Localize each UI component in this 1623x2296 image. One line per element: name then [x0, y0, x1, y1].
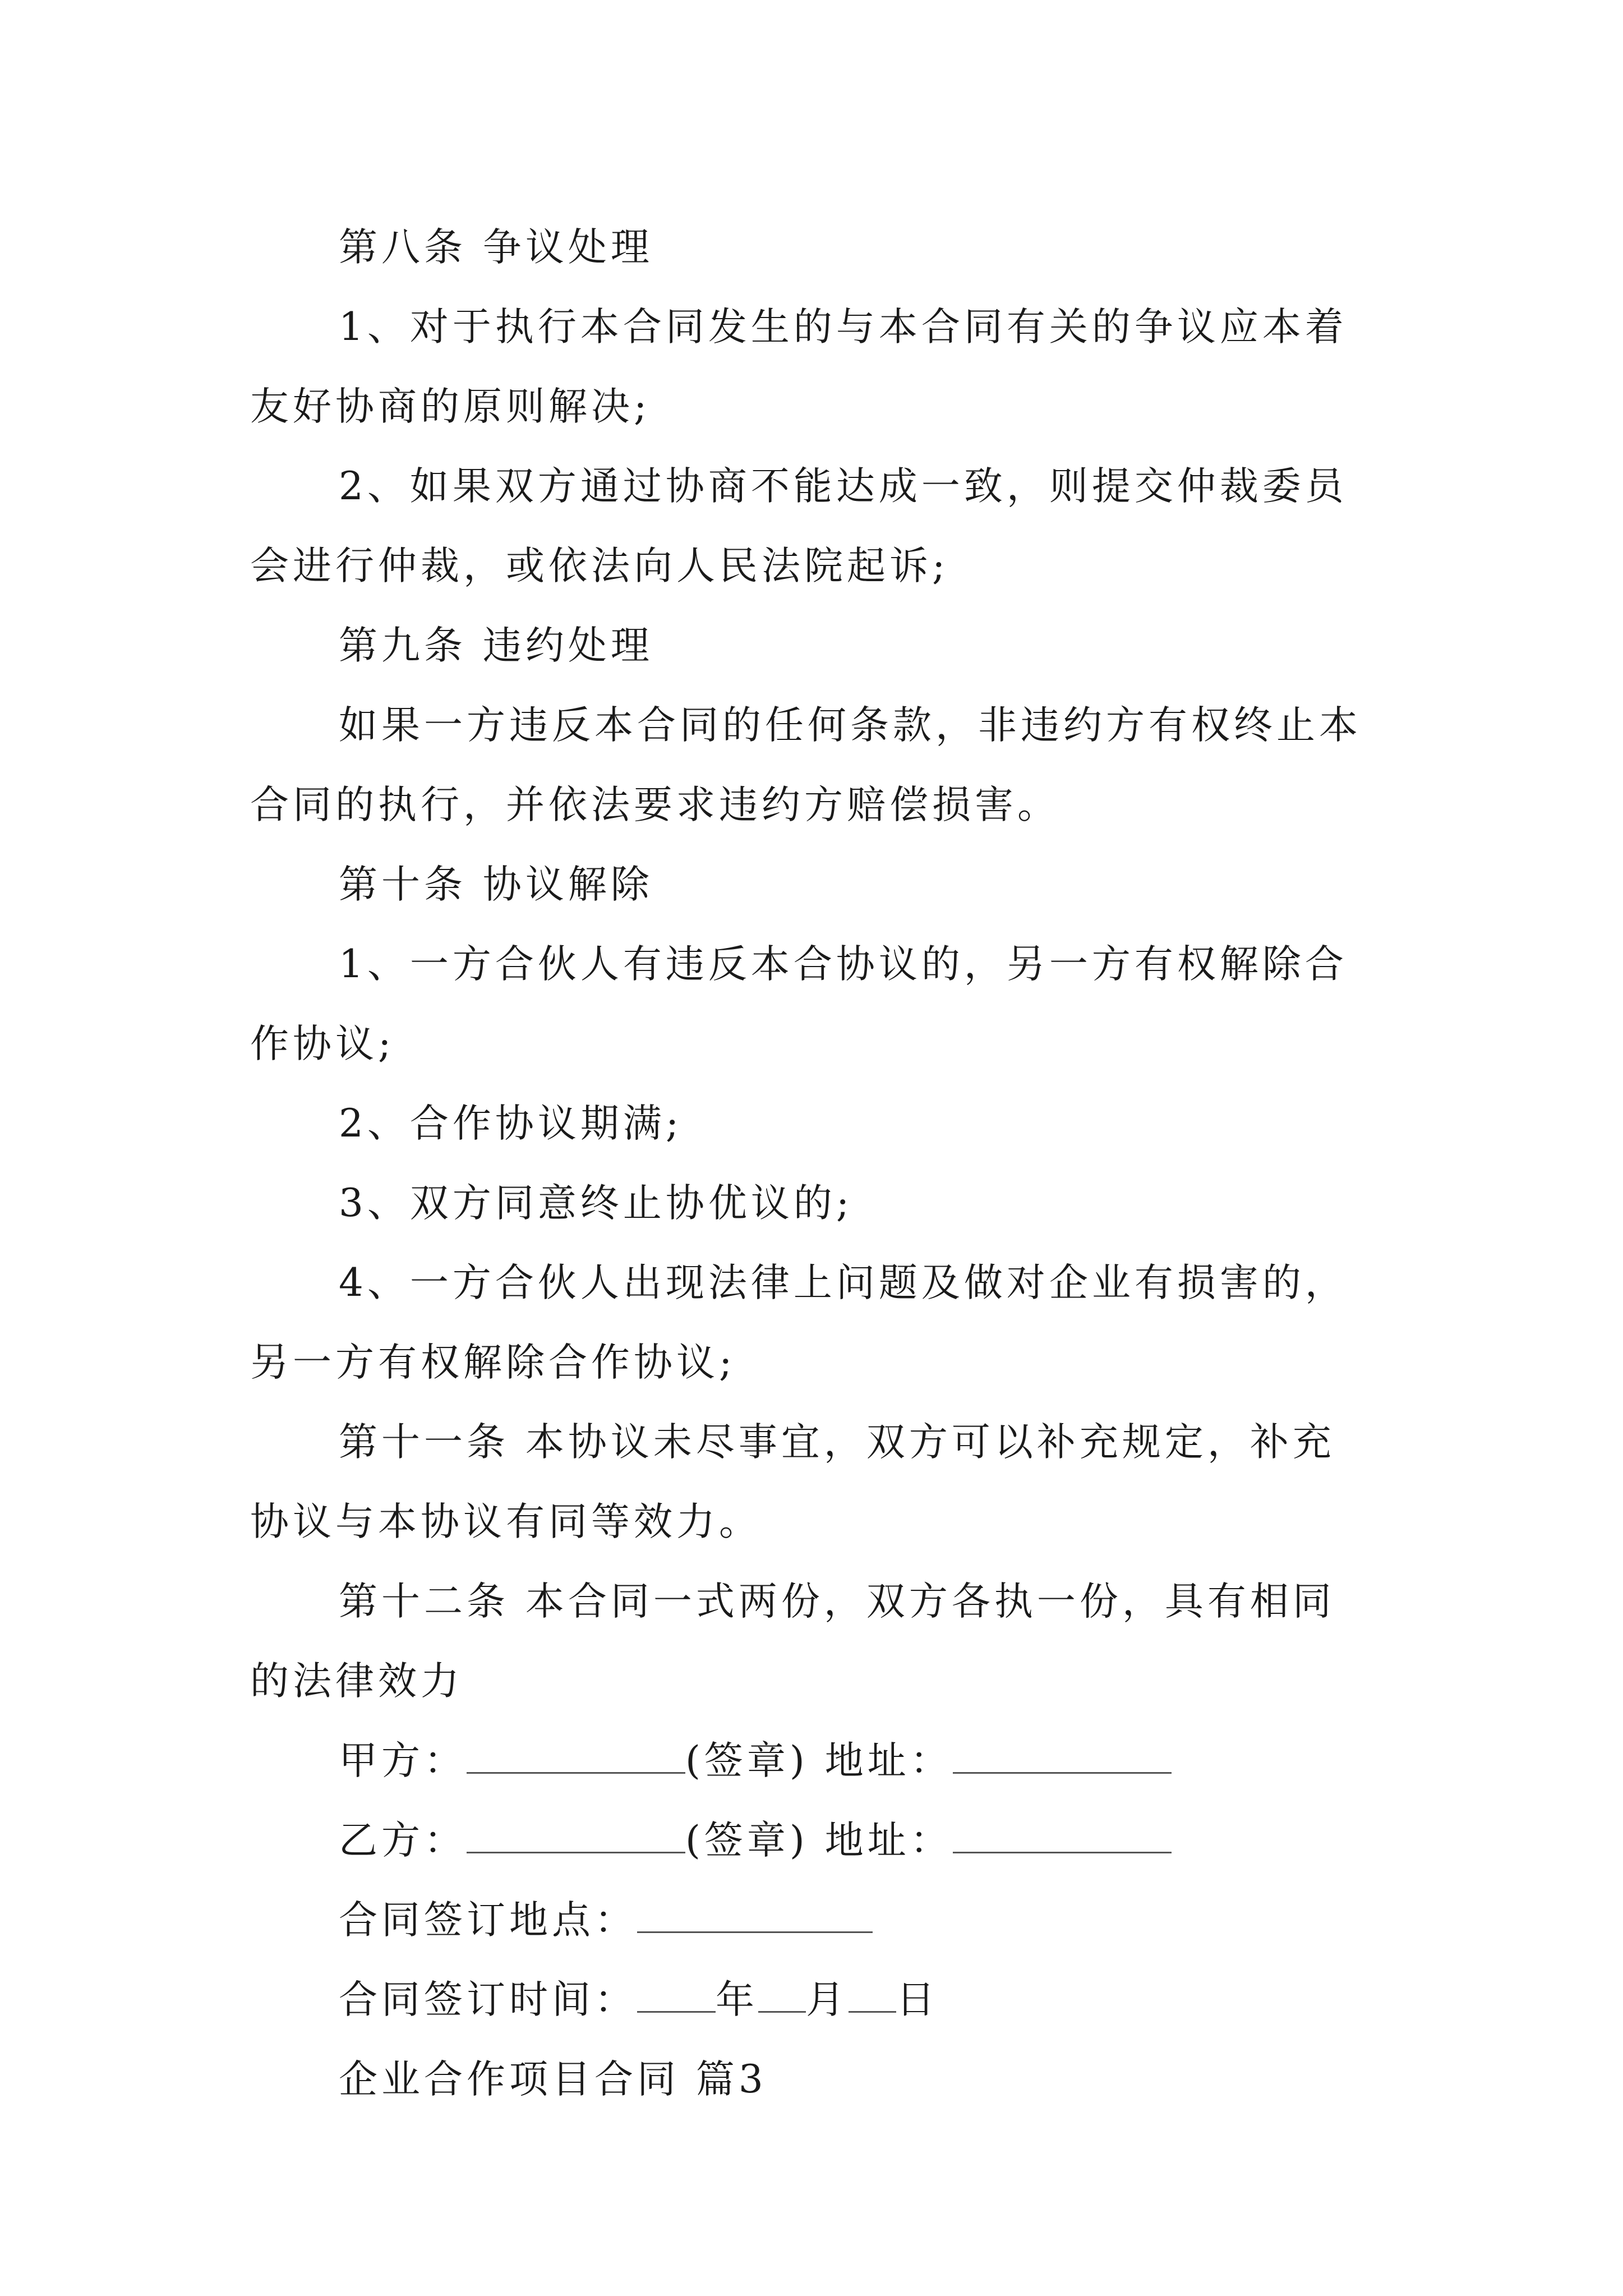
- article-10-item-4-cont: 另一方有权解除合作协议;: [250, 1340, 736, 1385]
- article-10-item-4: 4、一方合伙人出现法律上问题及做对企业有损害的，: [339, 1260, 1348, 1305]
- article-8-item-2: 2、如果双方通过协商不能达成一致，则提交仲裁委员: [339, 464, 1348, 509]
- article-11-text: 第十一条 本协议未尽事宜，双方可以补充规定，补充: [339, 1420, 1335, 1465]
- article-10-heading: 第十条 协议解除: [339, 862, 653, 907]
- article-8-item-1: 1、对于执行本合同发生的与本合同有关的争议应本着: [339, 305, 1348, 349]
- sign-place-blank[interactable]: [637, 1897, 873, 1933]
- party-b-label: 乙方：: [339, 1818, 467, 1863]
- sign-time-label: 合同签订时间：: [339, 1977, 637, 2022]
- party-b-address-label: 地址：: [824, 1818, 953, 1863]
- article-11-text-cont: 协议与本协议有同等效力。: [250, 1499, 762, 1544]
- article-8-item-1-cont: 友好协商的原则解决;: [250, 384, 651, 429]
- party-b-seal-label: (签章): [685, 1818, 809, 1863]
- sign-place-line: [250, 1880, 1389, 1960]
- day-label: 日: [896, 1977, 939, 2022]
- month-label: 月: [806, 1977, 849, 2022]
- sign-place-label: 合同签订地点：: [339, 1898, 637, 1943]
- sign-time-line: [250, 1960, 1389, 2040]
- article-9-heading: 第九条 违约处理: [339, 623, 653, 668]
- party-a-signature-line: [250, 1721, 1389, 1801]
- year-label: 年: [716, 1977, 758, 2022]
- party-b-signature-blank[interactable]: [467, 1817, 685, 1853]
- party-a-seal-label: (签章): [685, 1738, 809, 1783]
- party-b-address-blank[interactable]: [953, 1817, 1172, 1853]
- document-body: [250, 208, 1389, 2119]
- article-10-item-3: 3、双方同意终止协优议的;: [339, 1181, 854, 1226]
- party-a-signature-blank[interactable]: [467, 1737, 685, 1774]
- article-10-item-2: 2、合作协议期满;: [339, 1101, 683, 1146]
- article-10-item-1: 1、一方合伙人有违反本合协议的，另一方有权解除合: [339, 942, 1348, 987]
- article-9-text: 如果一方违反本合同的任何条款，非违约方有权终止本: [339, 703, 1362, 748]
- article-9-text-cont: 合同的执行，并依法要求违约方赔偿损害。: [250, 783, 1060, 827]
- article-8-heading: 第八条 争议处理: [339, 225, 653, 270]
- month-blank[interactable]: [758, 1976, 806, 2013]
- article-8-item-2-cont: 会进行仲裁，或依法向人民法院起诉;: [250, 544, 949, 588]
- article-10-item-1-cont: 作协议;: [250, 1022, 395, 1066]
- article-12-text: 第十二条 本合同一式两份，双方各执一份，具有相同: [339, 1579, 1335, 1624]
- day-blank[interactable]: [849, 1976, 896, 2013]
- article-12-text-cont: 的法律效力: [250, 1659, 463, 1704]
- party-a-address-blank[interactable]: [953, 1737, 1172, 1774]
- section-title: 企业合作项目合同 篇3: [339, 2057, 767, 2102]
- party-b-signature-line: [250, 1801, 1389, 1880]
- year-blank[interactable]: [637, 1976, 716, 2013]
- party-a-address-label: 地址：: [824, 1738, 953, 1783]
- party-a-label: 甲方：: [339, 1738, 467, 1783]
